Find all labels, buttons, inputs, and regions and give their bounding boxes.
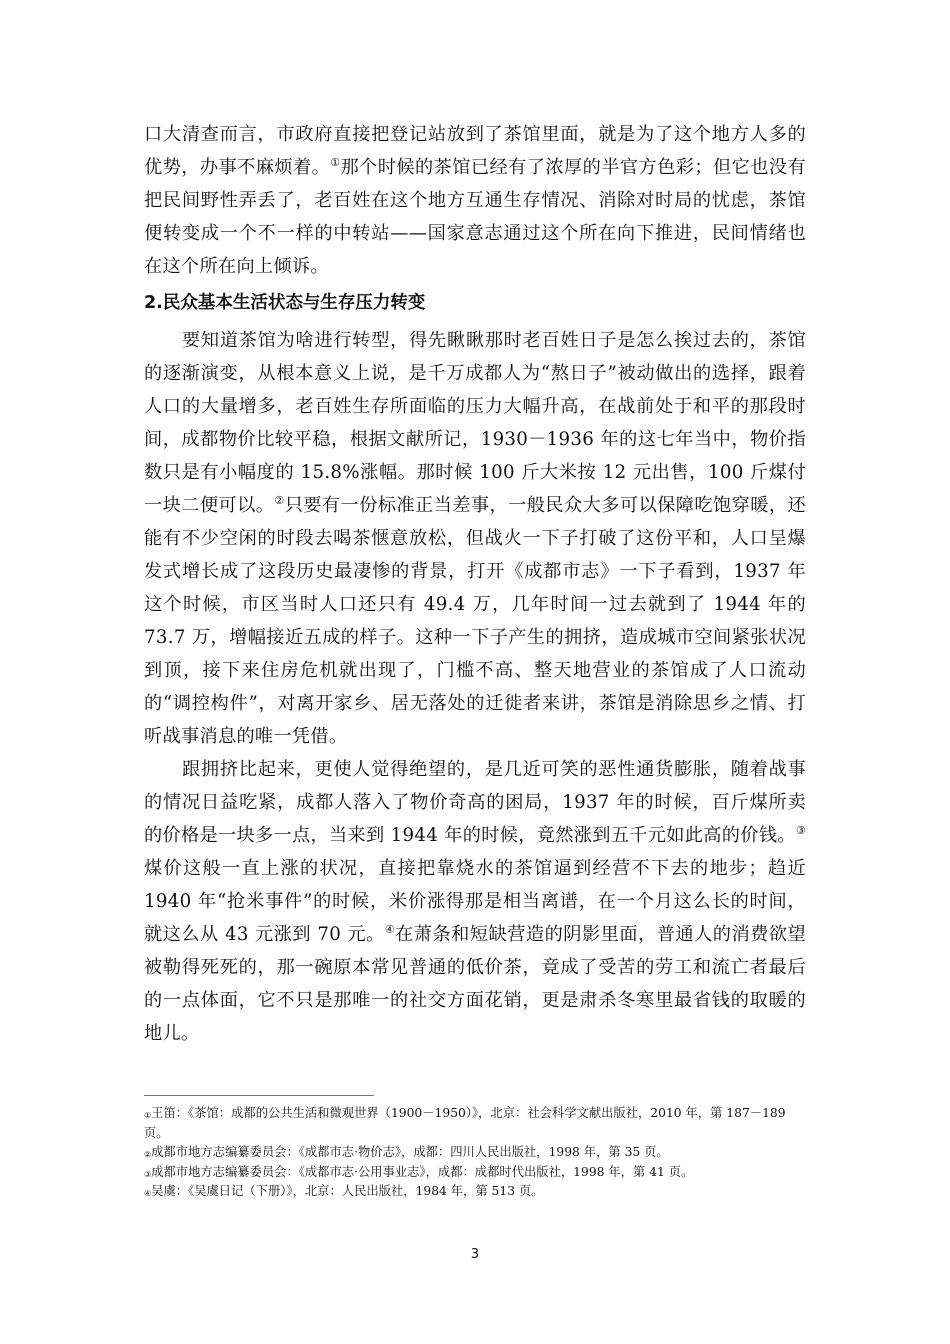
footnote-ref-2[interactable]: ② [274, 494, 285, 507]
footnote-text: 成都市地方志编纂委员会：《成都市志·物价志》，成都：四川人民出版社，1998 年，第 35 页。 [151, 1145, 669, 1159]
footnote-text: 成都市地方志编纂委员会：《成都市志·公用事业志》，成都：成都时代出版社，1998 年，第 41 页。 [151, 1164, 694, 1179]
footnote-ref-1[interactable]: ① [330, 156, 341, 169]
footnote-separator [144, 1095, 374, 1096]
footnote-mark: ② [144, 1150, 152, 1159]
paragraph-2 [144, 324, 806, 753]
footnote-text: 王笛：《茶馆：成都的公共生活和微观世界（1900－1950）》，北京：社会科学文献出版社，2010 年，第 187－189 页。 [144, 1106, 786, 1140]
page-number: 3 [470, 1247, 480, 1262]
paragraph-text: 要知道茶馆为啥进行转型，得先瞅瞅那时老百姓日子是怎么挨过去的，茶馆的逐渐演变，从根本意义上说，是千万成都人为“熬日子”被动做出的选择，跟着人口的大量增多，老百姓生存所面临的压力大幅升高，在战前处于和平的那段时间，成都物价比较平稳，根据文献所记，1930－1936 年的这七年当中，物价指数只是有小幅度的 15.8%涨幅。那时候 100 斤大米按 12 元出售，100 斤煤付一块二便可以。 [144, 330, 806, 516]
footnote-3 [144, 1163, 806, 1183]
paragraph-text: 在萧条和短缺营造的阴影里面，普通人的消费欲望被勒得死死的，那一碗原本常见普通的低价茶，竟成了受苦的劳工和流亡者最后的一点体面，它不只是那唯一的社交方面花销，更是肃杀冬寒里最省钱的取暖的地儿。 [144, 924, 806, 1044]
paragraph-text: 只要有一份标准正当差事，一般民众大多可以保障吃饱穿暖，还能有不少空闲的时段去喝茶惬意放松，但战火一下子打破了这份平和，人口呈爆发式增长成了这段历史最凄惨的背景，打开《成都市志》一下子看到，1937 年这个时候，市区当时人口还只有 49.4 万，几年时间一过去就到了 1944 年的 73.7 万，增幅接近五成的样子。这种一下子产生的拥挤，造成城市空间紧张状况到顶，接下来住房危机就出现了，门槛不高、整天地营业的茶馆成了人口流动的“调控构件”，对离开家乡、居无落处的迁徙者来讲，茶馆是消除思乡之情、打听战事消息的唯一凭借。 [144, 495, 807, 747]
paragraph-1 [144, 118, 806, 283]
footnote-1 [144, 1104, 806, 1143]
paragraph-text: 那个时候的茶馆已经有了浓厚的半官方色彩；但它也没有把民间野性弄丢了，老百姓在这个地方互通生存情况、消除对时局的忧虑，茶馆便转变成一个不一样的中转站——国家意志通过这个所在向下推进，民间情绪也在这个所在向上倾诉。 [144, 157, 806, 277]
footnote-mark: ④ [144, 1189, 152, 1198]
footnote-4 [144, 1182, 806, 1202]
footnote-ref-4[interactable]: ④ [384, 923, 396, 936]
page-body [144, 118, 806, 1050]
footnote-ref-3[interactable]: ③ [795, 824, 806, 837]
footnote-mark: ① [144, 1111, 152, 1120]
section-heading: 2.民众基本生活状态与生存压力转变 [144, 293, 426, 313]
paragraph-text: 煤价这般一直上涨的状况，直接把靠烧水的茶馆逼到经营不下去的地步；趋近 1940 年“抢米事件”的时候，米价涨得那是相当离谱，在一个月这么长的时间，就这么从 43 元涨到 70 元。 [144, 858, 806, 945]
paragraph-text: 口大清查而言，市政府直接把登记站放到了茶馆里面，就是为了这个地方人多的优势，办事不麻烦着。 [144, 124, 806, 178]
footnote-text: 吴虞：《吴虞日记（下册）》，北京：人民出版社，1984 年，第 513 页。 [151, 1184, 544, 1198]
footnote-2 [144, 1143, 806, 1163]
paragraph-3 [144, 753, 806, 1050]
footnote-mark: ③ [144, 1169, 152, 1179]
footnotes [144, 1104, 806, 1202]
paragraph-text: 跟拥挤比起来，更使人觉得绝望的，是几近可笑的恶性通货膨胀，随着战事的情况日益吃紧，成都人落入了物价奇高的困局，1937 年的时候，百斤煤所卖的价格是一块多一点，当来到 1944 年的时候，竟然涨到五千元如此高的价钱。 [144, 759, 806, 846]
